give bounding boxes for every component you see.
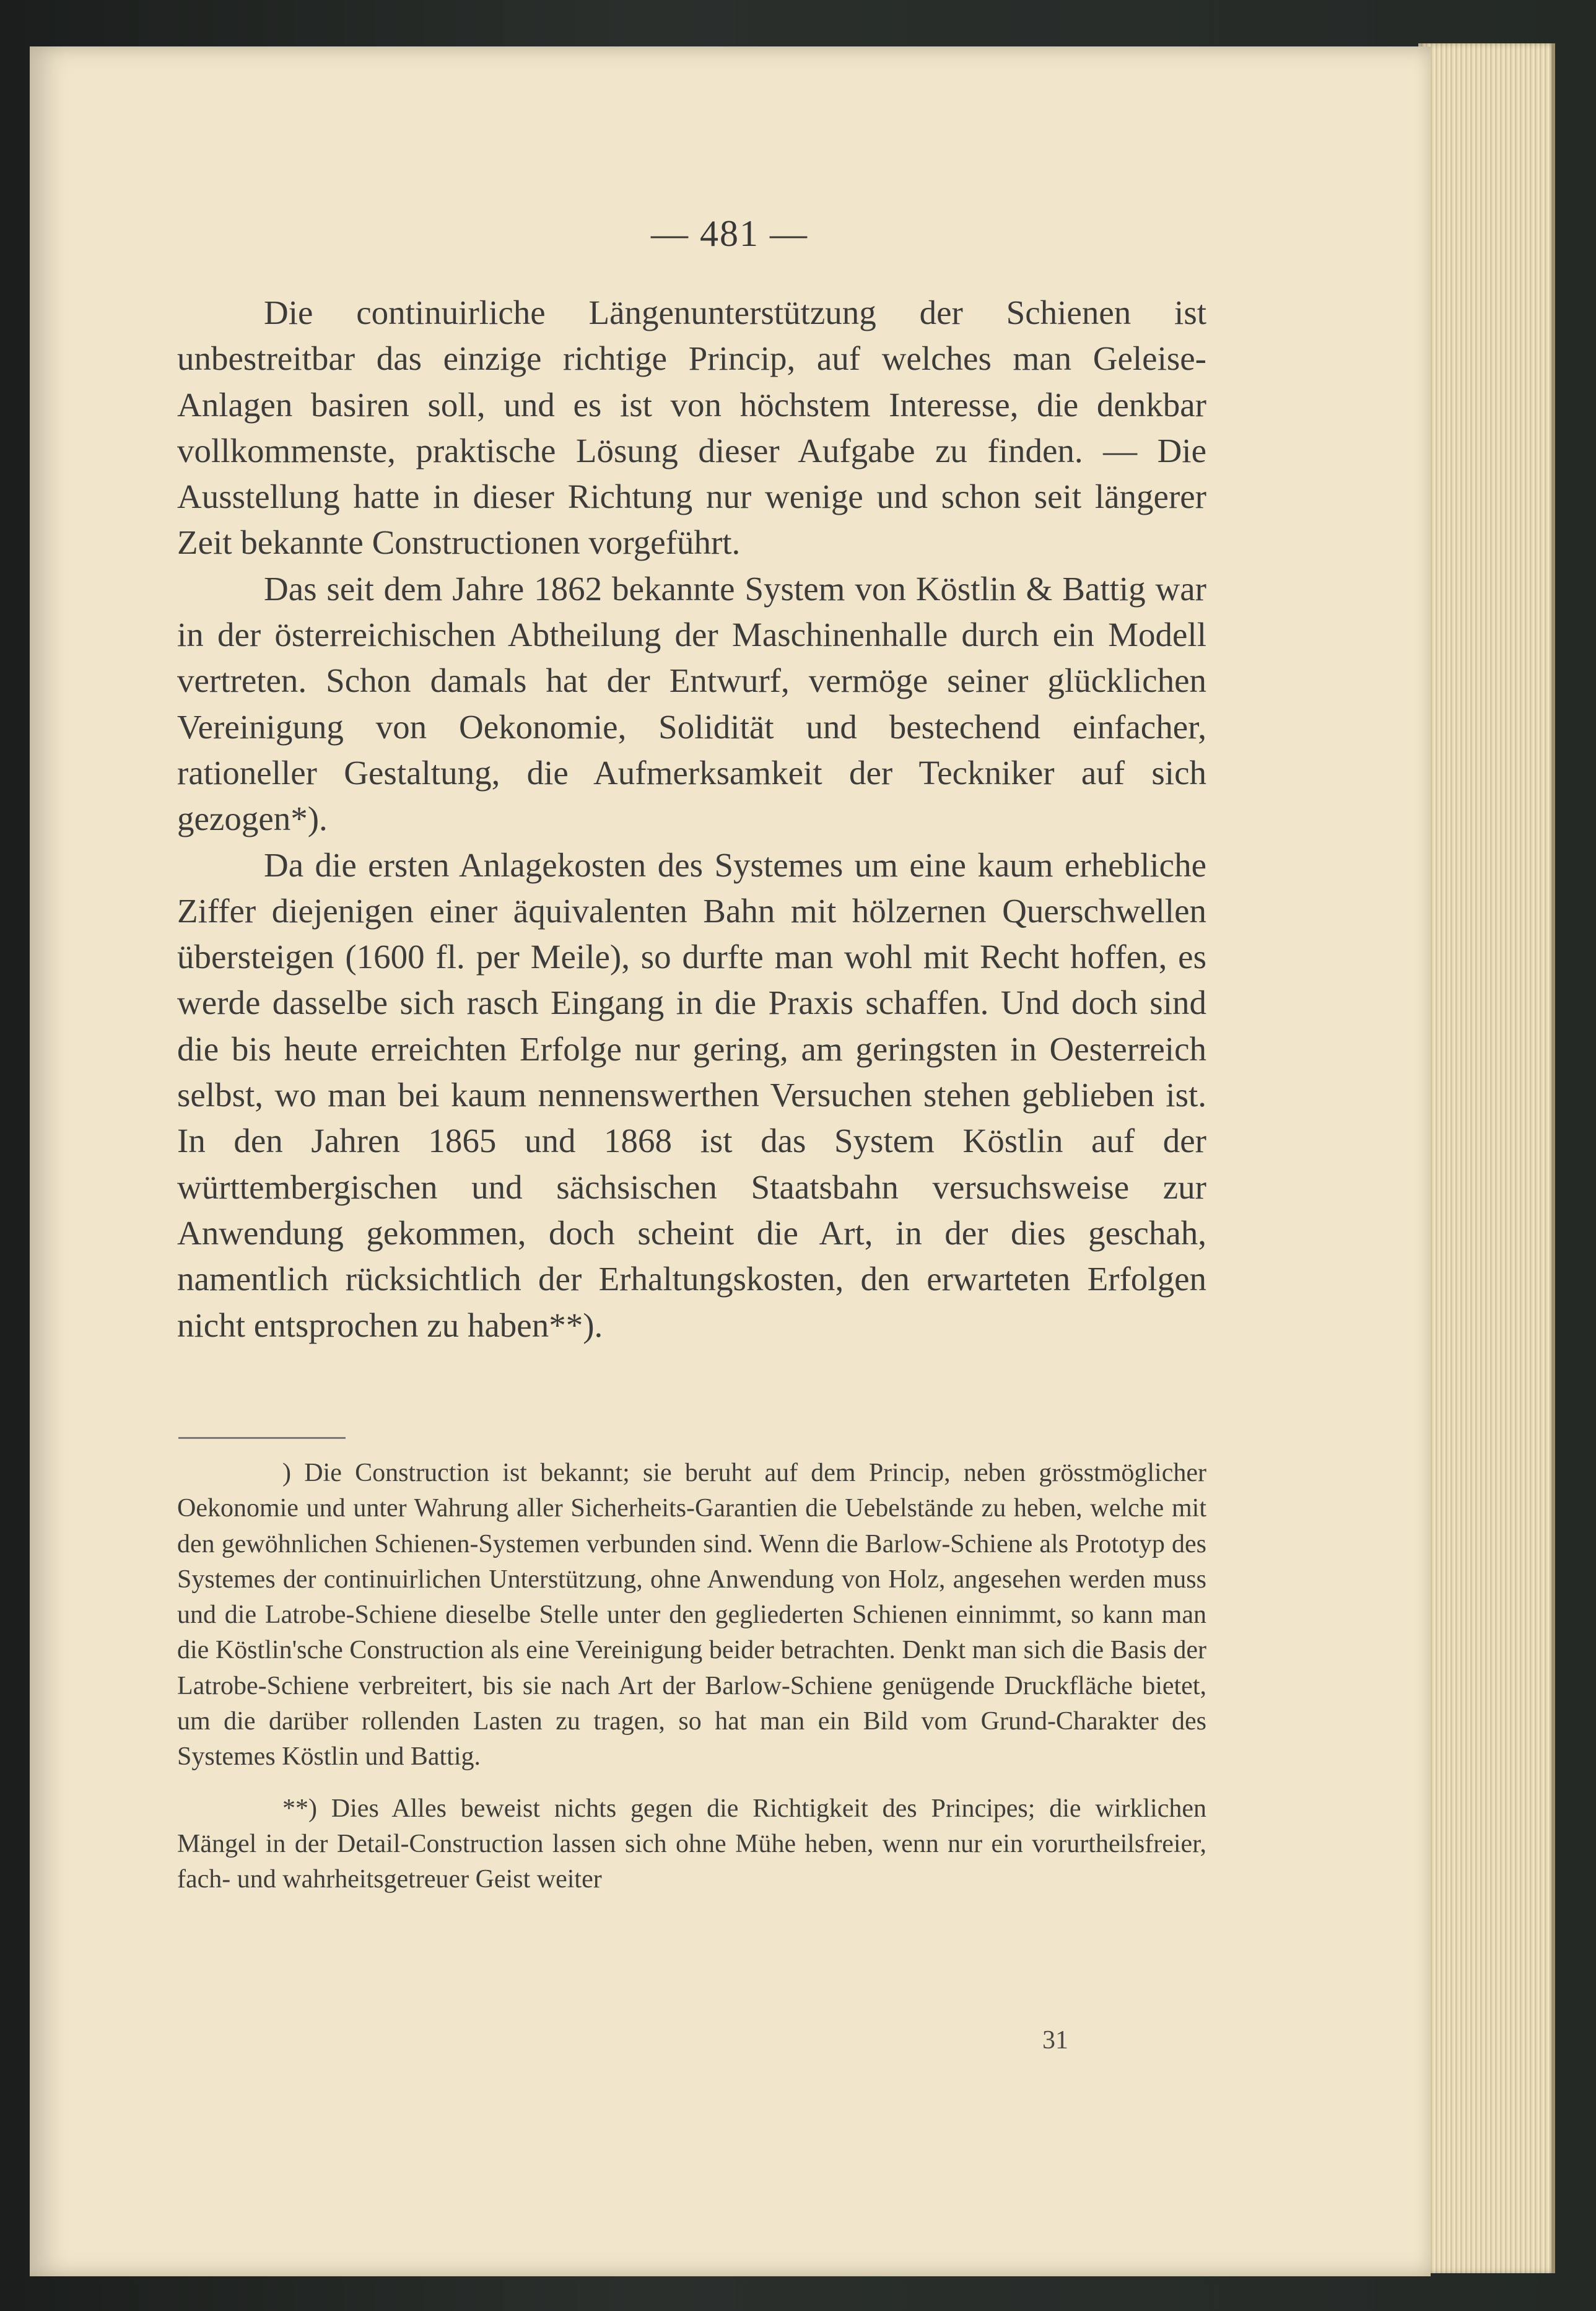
paragraph-1: Die continuirliche Längenunterstützung der Schienen ist unbestreitbar das einzige richtige Princip, auf welches man Geleise-Anlagen basiren soll, und es ist von höchstem Interesse, die denkbar vollkommenste, praktische Lösung dieser Aufgabe zu finden. — Die Ausstellung hatte in dieser Richtung nur wenige und schon seit längerer Zeit bekannte Constructionen vorgeführt.	[177, 294, 1206, 562]
page-edges	[1418, 43, 1555, 2273]
footnotes	[177, 1456, 1206, 1898]
paragraph-3: Da die ersten Anlagekosten des Systemes um eine kaum erhebliche Ziffer diejenigen einer äquivalenten Bahn mit hölzernen Querschwellen übersteigen (1600 fl. per Meile), so durfte man wohl mit Recht hoffen, es werde dasselbe sich rasch Eingang in die Praxis schaffen. Und doch sind die bis heute erreichten Erfolge nur gering, am geringsten in Oesterreich selbst, wo man bei kaum nennenswerthen Versuchen stehen geblieben ist. In den Jahren 1865 und 1868 ist das System Köstlin auf der württembergischen und sächsischen Staatsbahn versuchsweise zur Anwendung gekommen, doch scheint die Art, in der dies geschah, namentlich rücksichtlich der Erhaltungskosten, den erwarteten Erfolgen nicht entsprochen zu haben**).	[177, 845, 1206, 1344]
page-number: — 481 —	[651, 213, 808, 254]
signature-mark: 31	[1042, 2026, 1068, 2055]
footnote-divider	[178, 1437, 346, 1439]
footnote-1: ) Die Construction ist bekannt; sie beruht auf dem Princip, neben grösstmöglicher Oekonomie und unter Wahrung aller Sicherheits-Garantien die Uebelstände zu heben, welche mit den gewöhnlichen Schienen-Systemen verbunden sind. Wenn die Barlow-Schiene als Prototyp des Systemes der continuirlichen Unterstützung, ohne Anwendung von Holz, angesehen werden muss und die Latrobe-Schiene dieselbe Stelle unter den gegliederten Schienen einnimmt, so kann man die Köstlin'sche Construction als eine Vereinigung beider betrachten. Denkt man sich die Basis der Latrobe-Schiene verbreitert, bis sie nach Art der Barlow-Schiene genügende Druckfläche bietet, um die darüber rollenden Lasten zu tragen, so hat man ein Bild vom Grund-Charakter des Systemes Köstlin und Battig.	[177, 1459, 1206, 1771]
footnote-2: **) Dies Alles beweist nichts gegen die Richtigkeit des Principes; die wirklichen Mängel in der Detail-Construction lassen sich ohne Mühe heben, wenn nur ein vorurtheilsfreier, fach- und wahrheitsgetreuer Geist weiter	[177, 1794, 1206, 1894]
main-text	[177, 290, 1206, 1348]
paragraph-2: Das seit dem Jahre 1862 bekannte System von Köstlin & Battig war in der österreichischen Abtheilung der Maschinenhalle durch ein Modell vertreten. Schon damals hat der Entwurf, vermöge seiner glücklichen Vereinigung von Oekonomie, Solidität und bestechend einfacher, rationeller Gestaltung, die Aufmerksamkeit der Teckniker auf sich gezogen*).	[177, 569, 1206, 838]
book-page	[30, 46, 1431, 2276]
